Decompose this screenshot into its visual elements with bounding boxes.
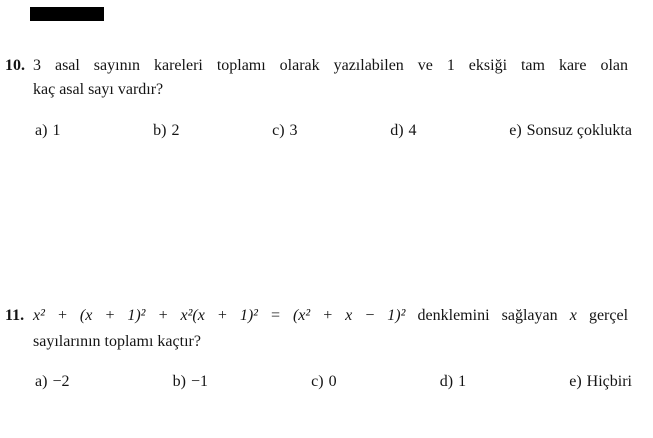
question-10-text-line-2: kaç asal sayı vardır? [33,81,164,98]
question-11-variable: x [569,307,577,324]
q10-option-c [272,119,297,143]
q11-option-d-label: d) [439,373,454,390]
question-11-number: 11. [5,307,25,324]
q10-option-e [509,119,632,143]
black-redaction-bar [30,7,104,21]
q10-option-d-label: d) [390,122,404,139]
q10-option-e-text: Sonsuz çoklukta [526,122,632,139]
question-10-number: 10. [5,57,25,74]
question-10-body [33,54,628,102]
q10-option-b-label: b) [153,122,167,139]
question-11-body [33,303,628,355]
question-11-text-line-1 [33,303,628,329]
question-10-text-line-1: 3 asal sayının kareleri toplamı olarak yazılabilen ve 1 eksiği tam kare olan [33,57,628,74]
q10-option-b-text: 2 [171,122,180,139]
q11-option-a-label: a) [35,373,48,390]
q11-option-b [173,370,208,394]
question-11-text-b: gerçel [588,307,629,324]
question-10 [5,54,628,102]
q11-option-b-text: −1 [190,373,208,390]
question-11-text-line-2: sayılarının toplamı kaçtır? [33,333,201,350]
question-11 [5,303,628,355]
q11-option-e-text: Hiçbiri [586,373,632,390]
q11-option-b-label: b) [172,373,186,390]
q10-option-d-text: 4 [408,122,417,139]
q10-option-e-label: e) [509,122,522,139]
q10-option-a-text: 1 [52,122,61,139]
q11-option-d [440,370,466,394]
question-10-options-row [35,119,632,143]
question-11-text-a: denklemini sağlayan [417,307,558,324]
question-11-equation: x² + (x + 1)² + x²(x + 1)² = (x² + x − 1)² [33,307,406,324]
q11-option-c-label: c) [311,373,324,390]
q10-option-b [153,119,179,143]
q11-option-d-text: 1 [458,373,467,390]
q11-option-c [311,370,336,394]
q11-option-c-text: 0 [328,373,337,390]
q11-option-a [35,370,69,394]
q11-option-a-text: −2 [52,373,70,390]
q10-option-c-label: c) [272,122,285,139]
q10-option-a-label: a) [35,122,48,139]
q11-option-e [569,370,632,394]
q10-option-c-text: 3 [289,122,298,139]
q10-option-d [390,119,416,143]
question-11-options-row [35,370,632,394]
q11-option-e-label: e) [569,373,582,390]
q10-option-a [35,119,60,143]
